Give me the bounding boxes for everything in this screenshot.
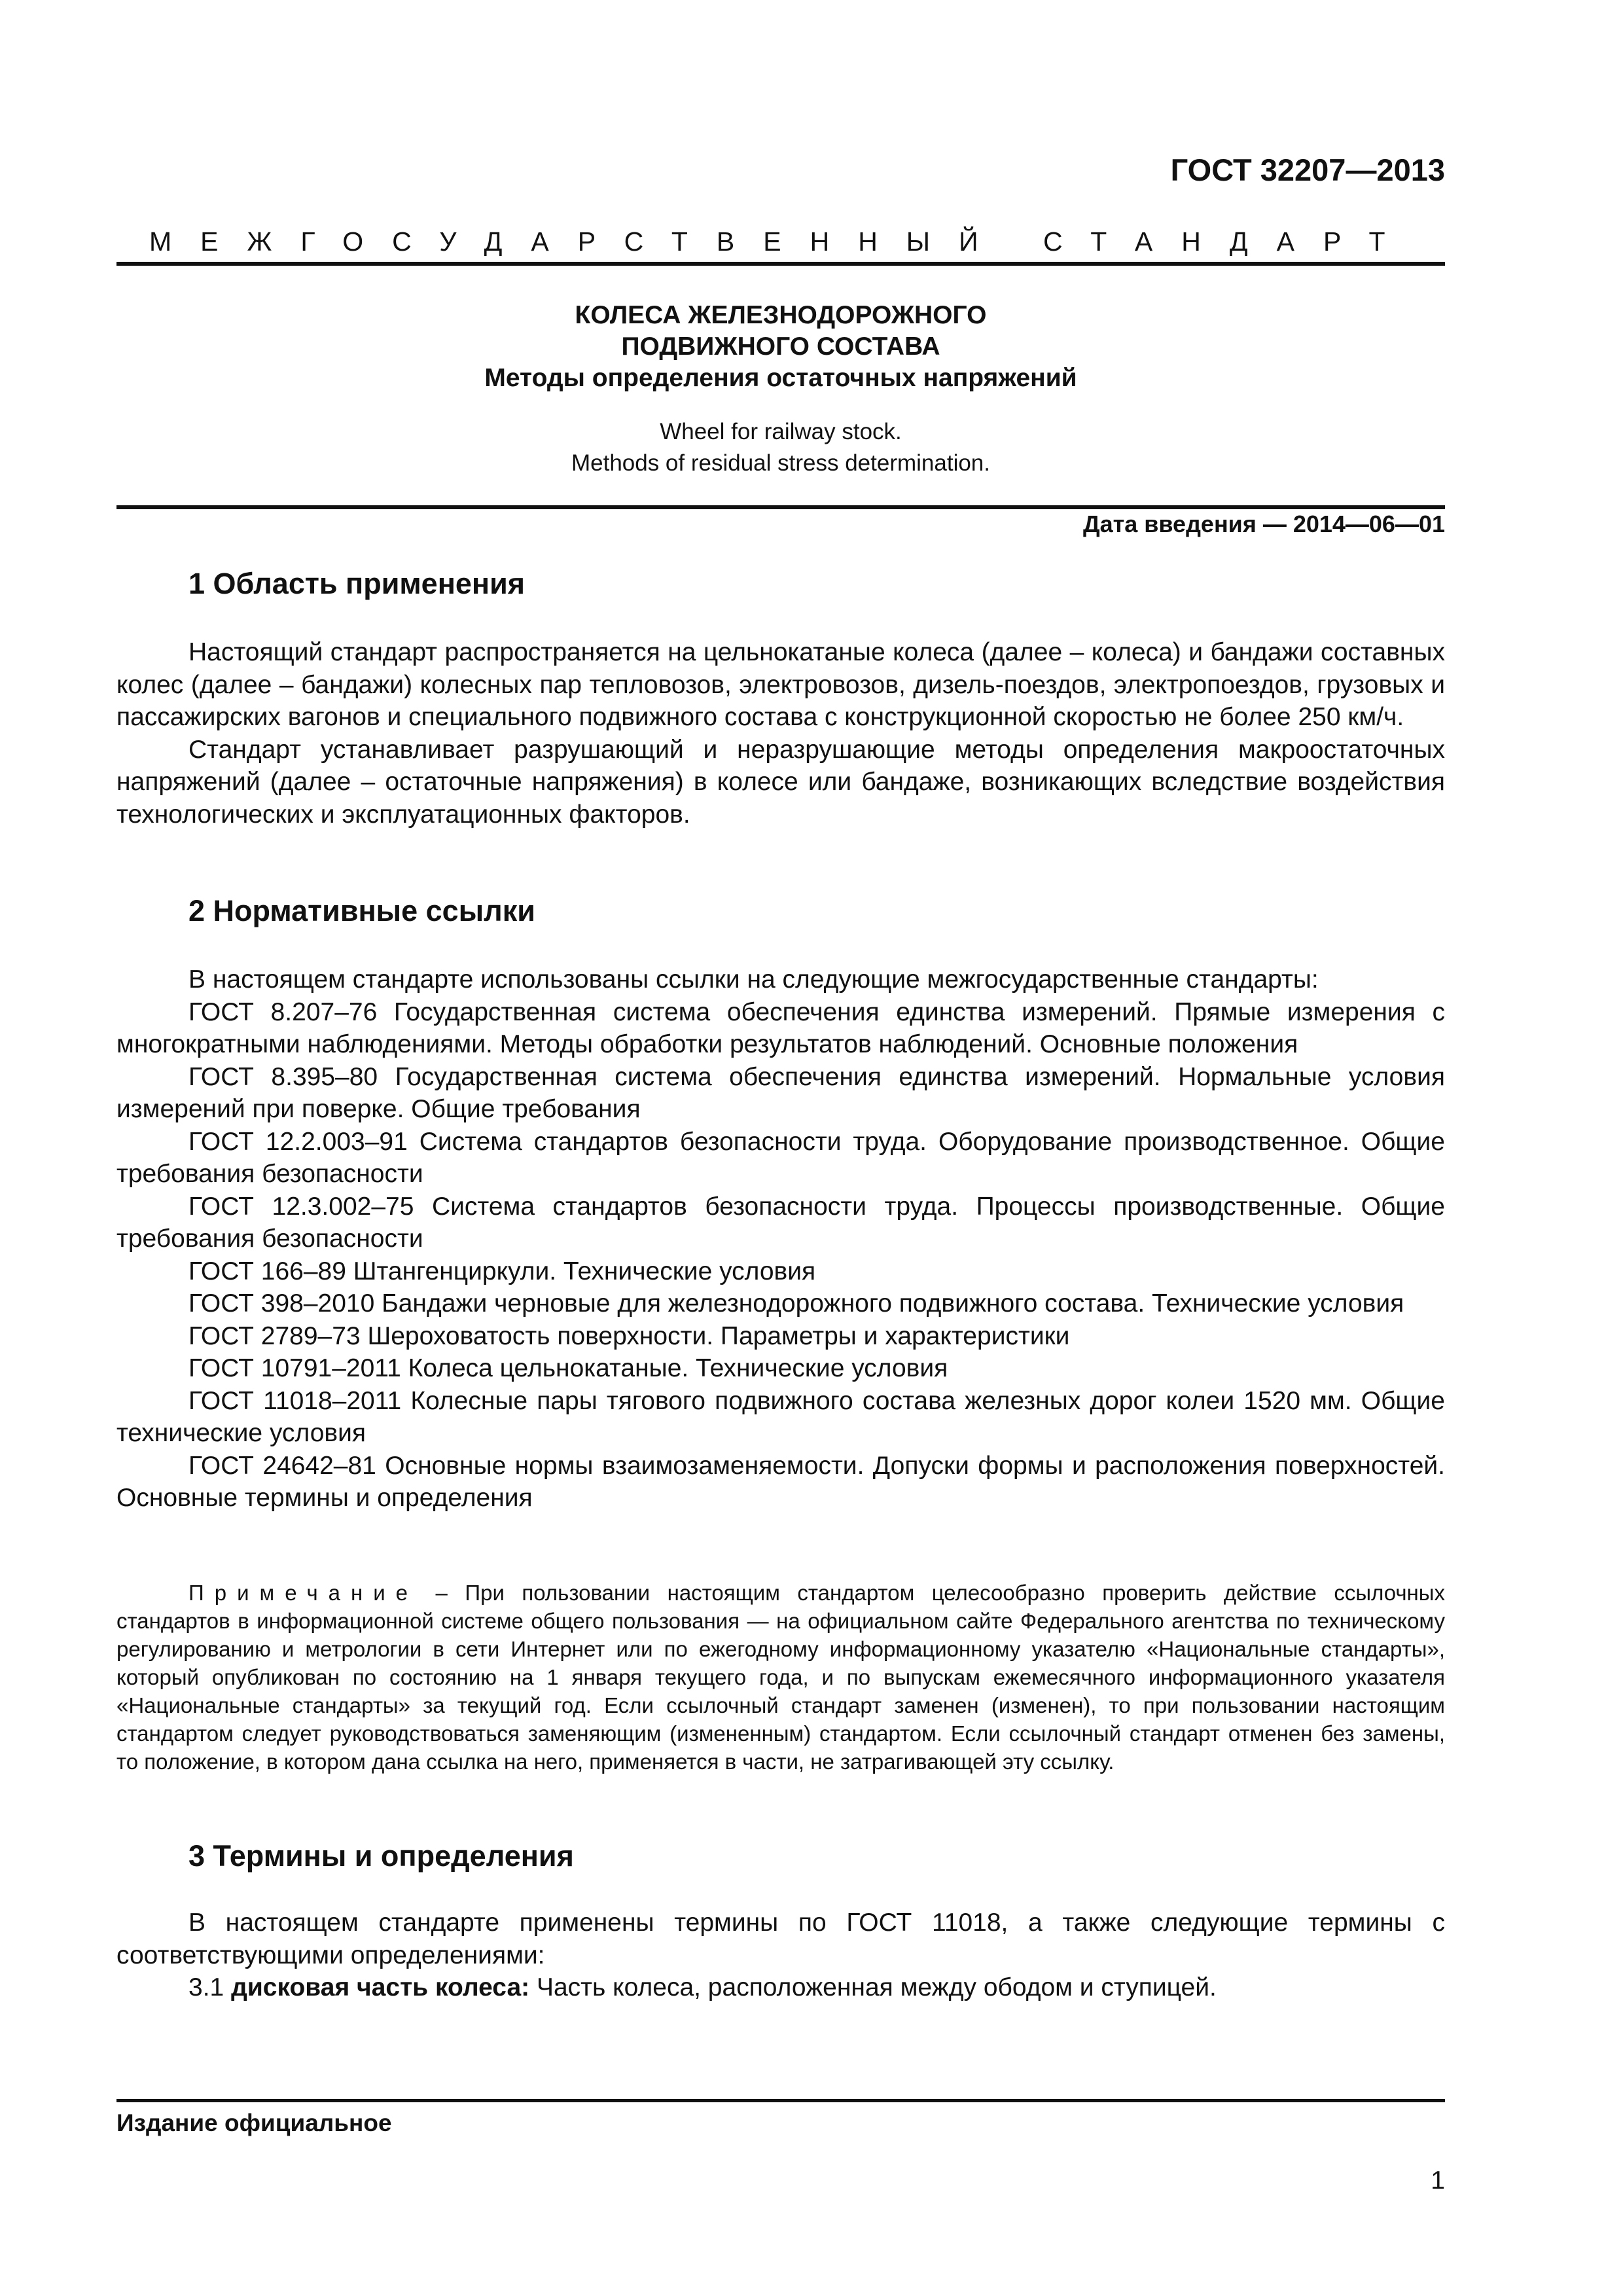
english-title bbox=[116, 416, 1445, 479]
document-number: ГОСТ 32207—2013 bbox=[1170, 152, 1445, 187]
term-number: 3.1 bbox=[188, 1973, 224, 2001]
note-text: – При пользовании настоящим стандартом целесообразно проверить действие ссылочных стандартов в информационной системе общего пользования — на официальном сайте Федерального агентства по техническому регулированию и метрологии в сети Интернет или по ежегодному информационному указателю «Национальные стандарты», который опубликован по состоянию на 1 января текущего года, и по выпускам ежемесячного информационного указателя «Национальные стандарты» за текущий год. Если ссылочный стандарт заменен (изменен), то при пользовании настоящим стандартом следует руководствоваться заменяющим (измененным) стандартом. Если ссылочный стандарт отменен без замены, то положение, в котором дана ссылка на него, применяется в части, не затрагивающей эту ссылку. bbox=[116, 1581, 1445, 1774]
section-1-paragraph: Стандарт устанавливает разрушающий и неразрушающие методы определения макроостаточных напряжений (далее – остаточные напряжения) в колесе или бандаже, возникающих вследствие воздействия технологических и эксплуатационных факторов. bbox=[116, 735, 1445, 829]
section-3-heading: 3 Термины и определения bbox=[188, 1839, 574, 1873]
reference-item: ГОСТ 8.395–80 Государственная система обеспечения единства измерений. Нормальные условия измерений при поверке. Общие требования bbox=[116, 1062, 1445, 1123]
official-edition-label: Издание официальное bbox=[116, 2109, 392, 2136]
term-name: дисковая часть колеса: bbox=[231, 1973, 530, 2001]
header-divider bbox=[116, 262, 1445, 266]
section-3-intro: В настоящем стандарте применены термины по ГОСТ 11018, а также следующие термины с соответствующими определениями: bbox=[116, 1909, 1445, 1969]
term-text: Часть колеса, расположенная между ободом и ступицей. bbox=[536, 1973, 1217, 2001]
footer-divider bbox=[116, 2099, 1445, 2102]
reference-item: ГОСТ 398–2010 Бандажи черновые для железнодорожного подвижного состава. Технические условия bbox=[188, 1289, 1404, 1318]
section-1-paragraph: Настоящий стандарт распространяется на цельнокатаные колеса (далее – колеса) и бандажи составных колес (далее – бандажи) колесных пар тепловозов, электровозов, дизель-поездов, электропоездов, грузовых и пассажирских вагонов и специального подвижного состава с конструкционной скоростью не более 250 км/ч. bbox=[116, 638, 1445, 731]
reference-item: ГОСТ 10791–2011 Колеса цельнокатаные. Технические условия bbox=[188, 1354, 948, 1382]
title-block bbox=[116, 300, 1445, 394]
introduction-date: Дата введения — 2014—06—01 bbox=[1082, 511, 1445, 537]
title-line-2: ПОДВИЖНОГО СОСТАВА bbox=[621, 332, 940, 361]
reference-item: ГОСТ 12.3.002–75 Система стандартов безопасности труда. Процессы производственные. Общие требования безопасности bbox=[116, 1192, 1445, 1253]
reference-item: ГОСТ 166–89 Штангенциркули. Технические условия bbox=[188, 1257, 816, 1285]
reference-paragraph: В настоящем стандарте использованы ссылки на следующие межгосударственные стандарты: bbox=[188, 965, 1319, 994]
english-title-line-2: Methods of residual stress determination. bbox=[571, 450, 991, 476]
section-2-body bbox=[116, 963, 1445, 1515]
section-1-heading: 1 Область применения bbox=[188, 567, 526, 600]
section-2-heading: 2 Нормативные ссылки bbox=[188, 894, 535, 927]
title-divider bbox=[116, 505, 1445, 509]
reference-item: ГОСТ 2789–73 Шероховатость поверхности. Параметры и характеристики bbox=[188, 1321, 1070, 1350]
title-line-3: Методы определения остаточных напряжений bbox=[484, 364, 1077, 392]
title-line-1: КОЛЕСА ЖЕЛЕЗНОДОРОЖНОГО bbox=[575, 301, 987, 329]
standard-banner: МЕЖГОСУДАРСТВЕННЫЙ СТАНДАРТ bbox=[149, 226, 1414, 257]
note-label: Примечание bbox=[188, 1581, 419, 1605]
section-1-body bbox=[116, 636, 1445, 831]
reference-item: ГОСТ 11018–2011 Колесные пары тягового подвижного состава железных дорог колеи 1520 мм. Общие технические условия bbox=[116, 1386, 1445, 1447]
page-number: 1 bbox=[1431, 2166, 1445, 2195]
reference-item: ГОСТ 12.2.003–91 Система стандартов безопасности труда. Оборудование производственное. Общие требования безопасности bbox=[116, 1127, 1445, 1188]
reference-note bbox=[116, 1579, 1445, 1776]
reference-item: ГОСТ 24642–81 Основные нормы взаимозаменяемости. Допуски формы и расположения поверхностей. Основные термины и определения bbox=[116, 1451, 1445, 1512]
document-page bbox=[116, 0, 1445, 2296]
reference-item: ГОСТ 8.207–76 Государственная система обеспечения единства измерений. Прямые измерения с многократными наблюдениями. Методы обработки результатов наблюдений. Основные положения bbox=[116, 997, 1445, 1058]
section-3-body bbox=[116, 1907, 1445, 2004]
english-title-line-1: Wheel for railway stock. bbox=[660, 419, 902, 444]
term-definition bbox=[116, 1971, 1445, 2004]
